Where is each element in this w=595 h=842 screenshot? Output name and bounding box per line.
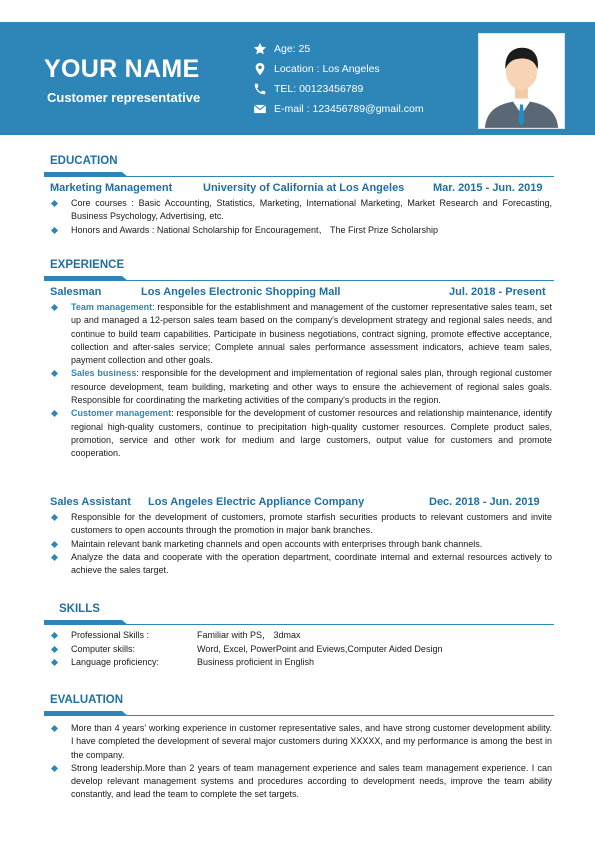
diamond-bullet-icon (51, 632, 58, 639)
diamond-bullet-icon (51, 541, 58, 548)
education-rule (44, 176, 554, 177)
skill-row: Computer skills: Word, Excel, PowerPoint and Eviews,Computer Aided Design (50, 643, 550, 657)
job-1-list (50, 301, 552, 461)
list-item: Core courses : Basic Accounting, Statistics, Marketing, International Marketing, Market Research and Forecasting, Business Psychology, Advertising, etc. (50, 197, 552, 224)
skills-rule (44, 624, 554, 625)
list-item: Maintain relevant bank marketing channels and open accounts with enterprises through bank channels. (50, 538, 552, 551)
job-dates: Dec. 2018 - Jun. 2019 (429, 496, 540, 508)
diamond-bullet-icon (51, 765, 58, 772)
location-pin-icon (252, 61, 268, 77)
list-item: Responsible for the development of customers, promote starfish securities products to relevant customers and invite customers to open accounts through the promotion in major bank branches. (50, 511, 552, 538)
skills-title: SKILLS (59, 603, 100, 615)
contact-age: Age: 25 (252, 41, 310, 57)
job-heading-2 (50, 496, 550, 510)
diamond-bullet-icon (51, 410, 58, 417)
education-dates: Mar. 2015 - Jun. 2019 (433, 182, 543, 194)
diamond-bullet-icon (51, 514, 58, 521)
skills-list (50, 629, 550, 670)
job-heading-1 (50, 286, 550, 300)
candidate-role: Customer representative (47, 90, 201, 105)
evaluation-title: EVALUATION (50, 694, 124, 706)
phone-icon (252, 81, 268, 97)
job-2-list (50, 511, 552, 577)
skill-row: Language proficiency: Business proficient in English (50, 656, 550, 670)
list-item: Analyze the data and cooperate with the operation department, coordinate internal and external resources actively to achieve the sales target. (50, 551, 552, 578)
star-icon (252, 41, 268, 57)
list-item: More than 4 years' working experience in customer representative sales, and have strong customer development ability. I have completed the development of several major customers during XXXXX, and my performance is among the best in the company. (50, 722, 552, 762)
diamond-bullet-icon (51, 725, 58, 732)
education-major: Marketing Management (50, 182, 173, 194)
avatar-icon (479, 34, 564, 128)
education-school: University of California at Los Angeles (203, 182, 405, 194)
profile-photo (478, 33, 565, 129)
education-heading (50, 182, 550, 196)
list-item: Honors and Awards : National Scholarship for Encouragement、 The First Prize Scholarship (50, 224, 552, 237)
job-position: Sales Assistant (50, 496, 131, 508)
job-company: Los Angeles Electronic Shopping Mall (141, 286, 341, 298)
skill-row: Professional Skills : Familiar with PS， 3dmax (50, 629, 550, 643)
diamond-bullet-icon (51, 227, 58, 234)
job-company: Los Angeles Electric Appliance Company (148, 496, 365, 508)
list-item: Sales business: responsible for the development and implementation of regional sales plan, through regional customer resource development, team building, marketing and other ways to ensure the achievement of regional sales goals. Responsible for coordinating the marketing activities of the company's products in the region. (50, 367, 552, 407)
diamond-bullet-icon (51, 554, 58, 561)
diamond-bullet-icon (51, 200, 58, 207)
evaluation-list (50, 722, 552, 802)
list-item: Team management: responsible for the establishment and management of the customer representative sales team, set up and managed a 12-person sales team based on the company's development strategy and regional sales needs, and continue to build team capabilities. Participate in business negotiations, contract signing, promote effective acceptance, collection and after-sales service; Complete annual sales performance assessment indicators, achieve team sales, payment collection and other goals. (50, 301, 552, 367)
experience-rule (44, 280, 554, 281)
candidate-name: YOUR NAME (44, 55, 200, 83)
job-dates: Jul. 2018 - Present (449, 286, 546, 298)
contact-phone: TEL: 00123456789 (252, 81, 363, 97)
list-item: Strong leadership.More than 2 years of team management experience and sales team management experience. I can develop relevant management systems and procedures according to development needs, improve the team ability constantly, and lead the team to complete the set targets. (50, 762, 552, 802)
education-list (50, 197, 552, 237)
diamond-bullet-icon (51, 304, 58, 311)
education-title: EDUCATION (50, 155, 118, 167)
contact-location: Location : Los Angeles (252, 61, 380, 77)
list-item: Customer management: responsible for the development of customer resources and relationship maintenance, identify regional high-quality customers, continue to precipitation high-quality customer resources. Complete product sales, promotion, service and other work for medium and large customers, output value for customers and promote cooperation. (50, 407, 552, 460)
contact-email: E-mail : 123456789@gmail.com (252, 101, 424, 117)
mail-icon (252, 101, 268, 117)
diamond-bullet-icon (51, 370, 58, 377)
experience-title: EXPERIENCE (50, 259, 125, 271)
evaluation-rule (44, 715, 554, 716)
diamond-bullet-icon (51, 645, 58, 652)
job-position: Salesman (50, 286, 102, 298)
diamond-bullet-icon (51, 659, 58, 666)
